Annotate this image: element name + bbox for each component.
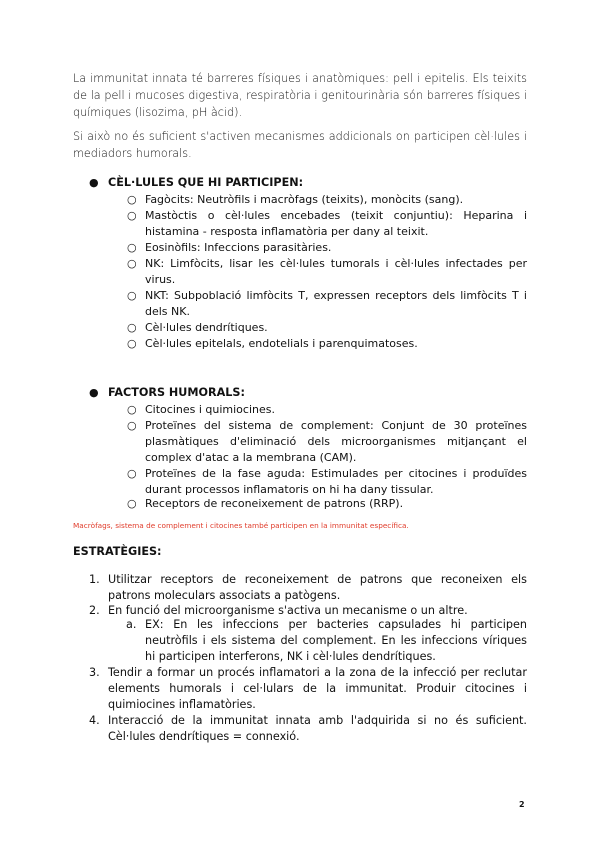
list-item: Cèl·lules dendrítiques. bbox=[145, 321, 268, 334]
list-item: Receptors de reconeixement de patrons (RRP). bbox=[145, 497, 404, 510]
list-item: Eosinòfils: Infeccions parasitàries. bbox=[145, 241, 332, 254]
cells-heading: CÈL·LULES QUE HI PARTICIPEN: bbox=[108, 176, 304, 189]
list-letter: a. bbox=[126, 618, 137, 631]
list-item: NK: Limfòcits, lisar les cèl·lules tumorals i cèl·lules infectades per virus. bbox=[145, 257, 527, 286]
intro-paragraph-1: La immunitat innata té barreres físiques i anatòmiques: pell i epitelis. Els teixits de la pell i mucoses digestiva, respiratòria i genitourinària són barreres físiques i químiques (lisozima, pH àcid). bbox=[73, 72, 527, 119]
list-item: EX: En les infeccions per bacteries capsulades hi participen neutròfils i els sistema del complement. En les infeccions víriques hi participen interferons, NK i cèl·lules dendrítiques. bbox=[145, 618, 527, 663]
list-number: 1. bbox=[89, 573, 100, 586]
circle-bullet-icon: ○ bbox=[127, 257, 137, 270]
list-number: 4. bbox=[89, 714, 100, 727]
list-item: Interacció de la immunitat innata amb l'adquirida si no és suficient. Cèl·lules dendrítiques = connexió. bbox=[108, 714, 527, 743]
circle-bullet-icon: ○ bbox=[127, 209, 137, 222]
circle-bullet-icon: ○ bbox=[127, 403, 137, 416]
list-item: En funció del microorganisme s'activa un mecanisme o un altre. bbox=[108, 604, 468, 617]
circle-bullet-icon: ○ bbox=[127, 467, 137, 480]
bullet-icon: ● bbox=[89, 176, 99, 189]
list-item: Utilitzar receptors de reconeixement de patrons que reconeixen els patrons moleculars associats a patògens. bbox=[108, 573, 527, 602]
circle-bullet-icon: ○ bbox=[127, 497, 137, 510]
intro-paragraph-2: Si això no és suficient s'activen mecanismes addicionals on participen cèl·lules i mediadors humorals. bbox=[73, 130, 527, 160]
list-number: 3. bbox=[89, 666, 100, 679]
page-number: 2 bbox=[519, 800, 525, 809]
circle-bullet-icon: ○ bbox=[127, 337, 137, 350]
list-item: Fagòcits: Neutròfils i macròfags (teixits), monòcits (sang). bbox=[145, 193, 464, 206]
list-item: Mastòctis o cèl·lules encebades (teixit conjuntiu): Heparina i histamina - resposta inflamatòria per dany al teixit. bbox=[145, 209, 527, 238]
circle-bullet-icon: ○ bbox=[127, 419, 137, 432]
list-number: 2. bbox=[89, 604, 100, 617]
bullet-icon: ● bbox=[89, 386, 99, 399]
humoral-heading: FACTORS HUMORALS: bbox=[108, 386, 245, 399]
list-item: Tendir a formar un procés inflamatori a la zona de la infecció per reclutar elements humorals i cel·lulars de la immunitat. Produir citocines i quimiocines inflamatòries. bbox=[108, 666, 527, 711]
circle-bullet-icon: ○ bbox=[127, 193, 137, 206]
list-item: Proteïnes del sistema de complement: Conjunt de 30 proteïnes plasmàtiques d'eliminació dels microorganismes mitjançant el complex d'atac a la membrana (CAM). bbox=[145, 419, 527, 464]
circle-bullet-icon: ○ bbox=[127, 241, 137, 254]
list-item: Cèl·lules epitelals, endotelials i parenquimatoses. bbox=[145, 337, 418, 350]
circle-bullet-icon: ○ bbox=[127, 289, 137, 302]
list-item: Proteïnes de la fase aguda: Estimulades per citocines i produïdes durant processos inflamatoris on hi ha dany tissular. bbox=[145, 467, 527, 496]
list-item: NKT: Subpoblació limfòcits T, expressen receptors dels limfòcits T i dels NK. bbox=[145, 289, 527, 318]
red-note: Macròfags, sistema de complement i citocines també participen en la immunitat específica. bbox=[73, 521, 409, 530]
list-item: Citocines i quimiocines. bbox=[145, 403, 275, 416]
circle-bullet-icon: ○ bbox=[127, 321, 137, 334]
strategies-heading: ESTRATÈGIES: bbox=[73, 545, 162, 558]
